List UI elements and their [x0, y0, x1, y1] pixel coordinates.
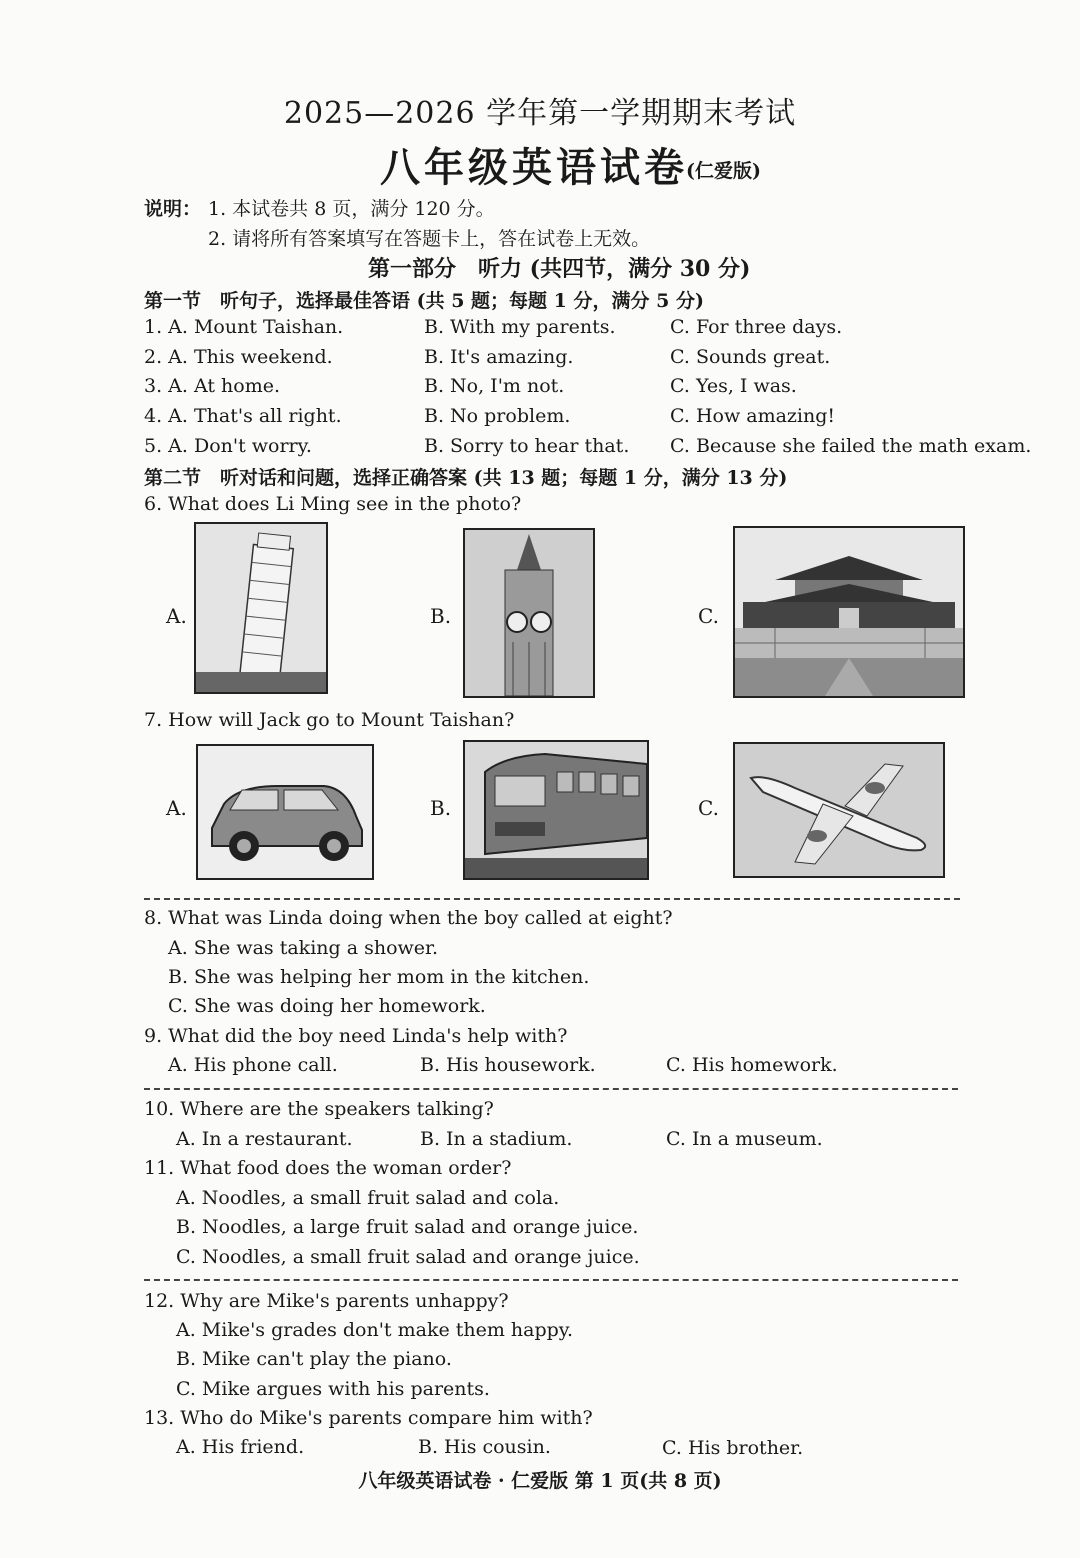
q8-option-b: B. She was helping her mom in the kitchen. [168, 966, 590, 988]
q10-option-b: B. In a stadium. [420, 1128, 573, 1150]
q11-option-a: A. Noodles, a small fruit salad and cola. [176, 1187, 560, 1209]
divider-3 [144, 1279, 958, 1281]
section2-title: 第二节 听对话和问题，选择正确答案 (共 13 题；每题 1 分，满分 13 分) [144, 467, 788, 489]
q7-stem: 7. How will Jack go to Mount Taishan? [144, 709, 515, 731]
q13-stem: 13. Who do Mike's parents compare him with? [144, 1407, 593, 1429]
q2-option-b: B. It's amazing. [424, 346, 574, 368]
q12-stem: 12. Why are Mike's parents unhappy? [144, 1290, 509, 1312]
exam-title-line2: 八年级英语试卷 [380, 144, 688, 191]
q9-option-b: B. His housework. [420, 1054, 596, 1076]
q10-stem: 10. Where are the speakers talking? [144, 1098, 494, 1120]
q6-stem: 6. What does Li Ming see in the photo? [144, 493, 522, 515]
note-1: 1. 本试卷共 8 页，满分 120 分。 [208, 198, 495, 220]
q2-option-c: C. Sounds great. [670, 346, 831, 368]
q4-option-b: B. No problem. [424, 405, 571, 427]
part1-title: 第一部分 听力 (共四节，满分 30 分) [368, 256, 751, 282]
q9-option-c: C. His homework. [666, 1054, 838, 1076]
page-footer: 八年级英语试卷 · 仁爱版 第 1 页(共 8 页) [358, 1470, 722, 1492]
q12-option-b: B. Mike can't play the piano. [176, 1348, 452, 1370]
q1-option-b: B. With my parents. [424, 316, 616, 338]
q13-option-b: B. His cousin. [418, 1436, 551, 1458]
q5-option-c: C. Because she failed the math exam. [670, 435, 1032, 457]
q6-label-b: B. [430, 604, 452, 628]
q9-stem: 9. What did the boy need Linda's help with? [144, 1025, 568, 1047]
q11-option-b: B. Noodles, a large fruit salad and orange juice. [176, 1216, 639, 1238]
q5-option-a: 5. A. Don't worry. [144, 435, 312, 457]
q2-option-a: 2. A. This weekend. [144, 346, 333, 368]
section1-title: 第一节 听句子，选择最佳答语 (共 5 题；每题 1 分，满分 5 分) [144, 290, 704, 312]
edition-label: (仁爱版) [686, 160, 761, 182]
q7-label-c: C. [698, 796, 719, 820]
divider-1 [144, 898, 960, 900]
q12-option-c: C. Mike argues with his parents. [176, 1378, 490, 1400]
divider-2 [144, 1088, 958, 1090]
train-picture [463, 740, 649, 880]
q6-label-a: A. [166, 604, 187, 628]
q10-option-a: A. In a restaurant. [176, 1128, 353, 1150]
q7-label-b: B. [430, 796, 452, 820]
note-2: 2. 请将所有答案填写在答题卡上，答在试卷上无效。 [208, 228, 651, 250]
q5-option-b: B. Sorry to hear that. [424, 435, 630, 457]
q3-option-c: C. Yes, I was. [670, 375, 797, 397]
q11-stem: 11. What food does the woman order? [144, 1157, 512, 1179]
exam-title-line1: 2025—2026 学年第一学期期末考试 [283, 96, 797, 131]
leaning-tower-picture [194, 522, 328, 694]
q13-option-c: C. His brother. [662, 1437, 804, 1459]
q3-option-a: 3. A. At home. [144, 375, 281, 397]
big-ben-picture [463, 528, 595, 698]
q4-option-c: C. How amazing! [670, 405, 836, 427]
q8-stem: 8. What was Linda doing when the boy called at eight? [144, 907, 673, 929]
airplane-picture [733, 742, 945, 878]
q3-option-b: B. No, I'm not. [424, 375, 565, 397]
q1-option-c: C. For three days. [670, 316, 843, 338]
q7-label-a: A. [166, 796, 187, 820]
q13-option-a: A. His friend. [176, 1436, 305, 1458]
q9-option-a: A. His phone call. [168, 1054, 338, 1076]
q8-option-c: C. She was doing her homework. [168, 995, 486, 1017]
q8-option-a: A. She was taking a shower. [168, 937, 439, 959]
car-picture [196, 744, 374, 880]
tiananmen-picture [733, 526, 965, 698]
q1-option-a: 1. A. Mount Taishan. [144, 316, 344, 338]
notes-label: 说明： [144, 198, 202, 220]
q6-label-c: C. [698, 604, 719, 628]
q12-option-a: A. Mike's grades don't make them happy. [176, 1319, 574, 1341]
q4-option-a: 4. A. That's all right. [144, 405, 342, 427]
q11-option-c: C. Noodles, a small fruit salad and orange juice. [176, 1246, 640, 1268]
q10-option-c: C. In a museum. [666, 1128, 823, 1150]
